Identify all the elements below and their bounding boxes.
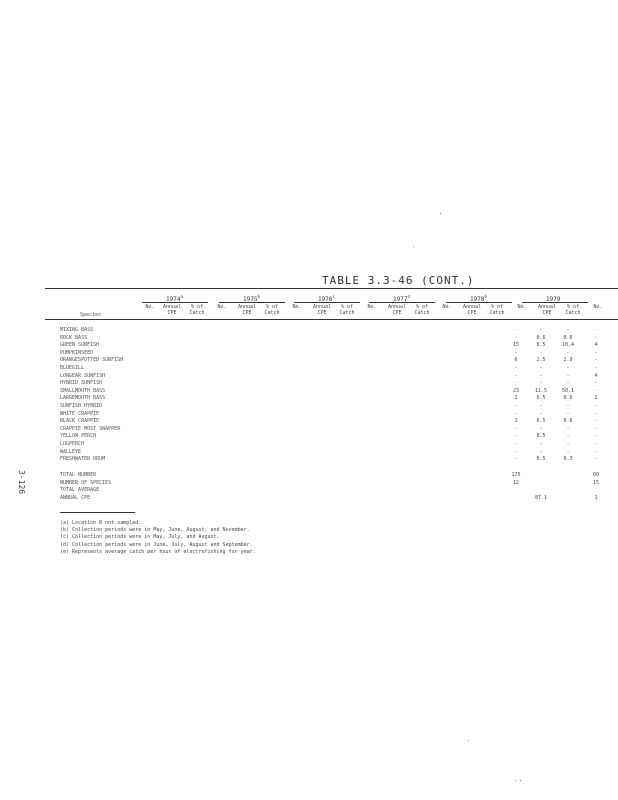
- year-label: 1978: [470, 296, 485, 303]
- footnote: (d) Collection periods were in June, July, August and September.: [60, 541, 253, 548]
- column-header-bottom: No.: [593, 304, 603, 310]
- year-footnote-mark: d: [407, 294, 410, 299]
- species-name: TOTAL AVERAGE: [60, 487, 100, 494]
- table-cell: -: [566, 410, 570, 417]
- table-cell: -: [594, 387, 598, 394]
- table-cell: -: [514, 403, 518, 409]
- table-cell: -: [594, 403, 598, 409]
- column-header-top: % of: [265, 304, 279, 310]
- table-cell: 0.5: [536, 418, 546, 425]
- table-cell: 0.5: [536, 456, 546, 463]
- footnote: (a) Location 8 not sampled.: [60, 520, 142, 526]
- column-header: [333, 304, 361, 316]
- table-cell: -: [514, 380, 518, 387]
- scan-speck: [440, 213, 441, 214]
- year-label: 1976: [318, 296, 333, 303]
- table-cell: -: [539, 349, 543, 356]
- table-cell: -: [539, 425, 543, 432]
- year-label: 1974: [166, 296, 181, 303]
- table-cell: -: [594, 357, 598, 364]
- species-name: ORANGESPOTTED SUNFISH: [60, 357, 124, 364]
- table-cell: 0.6: [563, 418, 573, 425]
- column-header: [408, 304, 436, 316]
- column-header-bottom: No.: [517, 304, 527, 310]
- table-cell: 4: [594, 372, 598, 379]
- year-group-rule: [294, 302, 360, 303]
- table-cell: -: [539, 441, 543, 447]
- scan-speck: [520, 780, 521, 781]
- table-cell: -: [566, 349, 570, 356]
- species-name: ROCK BASS: [60, 334, 88, 341]
- header-bottom-rule: [45, 319, 618, 320]
- column-header: [584, 304, 612, 310]
- column-header-bottom: Catch: [414, 310, 430, 316]
- column-header-bottom: Catch: [339, 310, 355, 316]
- table-cell: 0.6: [563, 334, 573, 341]
- column-header-top: % of: [566, 304, 580, 310]
- column-header-bottom: CPE: [317, 310, 327, 316]
- column-header: [183, 304, 211, 316]
- table-cell: -: [594, 410, 598, 417]
- footnote-rule: [60, 512, 135, 513]
- table-cell: -: [514, 334, 518, 341]
- table-cell: -: [594, 418, 598, 425]
- column-header-top: % of: [415, 304, 429, 310]
- table-cell: 11.5: [534, 387, 548, 394]
- table-cell: 1: [594, 494, 598, 501]
- species-name: PUMPKINSEED: [60, 349, 94, 356]
- column-header-bottom: No.: [292, 304, 302, 310]
- column-header: [383, 304, 411, 316]
- table-cell: 6: [514, 357, 518, 364]
- column-header-top: % of: [190, 304, 204, 310]
- table-cell: -: [594, 433, 598, 440]
- year-label: 1979: [546, 296, 561, 303]
- table-cell: -: [594, 425, 598, 432]
- table-cell: -: [514, 441, 518, 447]
- table-cell: -: [594, 448, 598, 455]
- year-footnote-mark: a: [180, 294, 183, 299]
- table-cell: 2.9: [563, 357, 573, 364]
- table-cell: -: [566, 441, 570, 447]
- table-cell: 1: [514, 418, 518, 425]
- column-header-top: Annual: [312, 304, 332, 310]
- column-header: [283, 304, 311, 310]
- year-group-rule: [446, 302, 512, 303]
- page-number: 3-126: [17, 470, 26, 495]
- species-name: BLUEGILL: [60, 365, 85, 371]
- column-header: [533, 304, 561, 316]
- table-cell: -: [539, 403, 543, 409]
- table-cell: -: [594, 456, 598, 463]
- column-header: [158, 304, 186, 316]
- column-header: [433, 304, 461, 310]
- year-footnote-mark: b: [257, 294, 260, 299]
- species-name: TOTAL NUMBER: [60, 472, 97, 478]
- year-label: 1975: [243, 296, 258, 303]
- species-name: LARGEMOUTH BASS: [60, 395, 106, 402]
- species-name: HYBRID SUNFISH: [60, 380, 103, 387]
- column-header: [508, 304, 536, 310]
- scan-speck: [413, 246, 414, 247]
- column-header: [458, 304, 486, 316]
- table-cell: -: [539, 365, 543, 371]
- species-name: LONGEAR SUNFISH: [60, 372, 106, 379]
- table-cell: 2: [594, 395, 598, 402]
- year-group-rule: [522, 302, 588, 303]
- table-cell: -: [514, 456, 518, 463]
- table-cell: 0.3: [563, 456, 573, 463]
- table-cell: -: [514, 349, 518, 356]
- table-title: TABLE 3.3-46 (CONT.): [322, 274, 475, 287]
- table-cell: -: [514, 433, 518, 440]
- column-header: [483, 304, 511, 316]
- table-cell: 87.1: [534, 494, 548, 501]
- table-cell: 12: [512, 479, 520, 486]
- column-header-bottom: CPE: [242, 310, 252, 316]
- year-footnote-mark: b: [484, 294, 487, 299]
- species-name: MIXING BASS: [60, 327, 94, 333]
- table-cell: -: [514, 410, 518, 417]
- table-cell: -: [566, 425, 570, 432]
- species-name: WALLEYE: [60, 448, 82, 455]
- table-cell: -: [539, 410, 543, 417]
- column-header-bottom: Catch: [489, 310, 505, 316]
- species-name: YELLOW PERCH: [60, 433, 97, 440]
- table-cell: -: [566, 380, 570, 387]
- column-header-bottom: Catch: [264, 310, 280, 316]
- table-cell: -: [566, 372, 570, 379]
- table-cell: 0.6: [536, 334, 546, 341]
- scan-speck: [468, 740, 469, 741]
- table-cell: -: [539, 327, 543, 333]
- table-cell: -: [514, 372, 518, 379]
- table-cell: 175: [511, 472, 521, 478]
- table-cell: -: [539, 448, 543, 455]
- table-cell: -: [594, 334, 598, 341]
- year-footnote-mark: c: [332, 294, 335, 299]
- table-cell: 6.5: [536, 342, 546, 349]
- species-name: WHITE CRAPPIE: [60, 410, 100, 417]
- species-name: LOGPERCH: [60, 441, 85, 447]
- table-cell: -: [514, 425, 518, 432]
- table-cell: 23: [512, 387, 520, 394]
- table-cell: 15: [512, 342, 520, 349]
- table-cell: 15: [592, 479, 600, 486]
- table-cell: -: [594, 380, 598, 387]
- table-cell: -: [566, 365, 570, 371]
- table-cell: -: [566, 448, 570, 455]
- column-header-top: Annual: [537, 304, 557, 310]
- species-name: FRESHWATER DRUM: [60, 456, 106, 463]
- species-name: GREEN SUNFISH: [60, 342, 100, 349]
- table-cell: 0.6: [563, 395, 573, 402]
- scan-speck: [515, 780, 516, 781]
- column-header-bottom: No.: [217, 304, 227, 310]
- column-header-bottom: No.: [367, 304, 377, 310]
- table-cell: 50.1: [561, 387, 575, 394]
- column-header-bottom: Catch: [565, 310, 581, 316]
- table-cell: 2.5: [536, 357, 546, 364]
- species-name: CRAPPIE MOST SNAPPER: [60, 425, 121, 432]
- table-cell: 10.4: [561, 342, 575, 349]
- year-group-rule: [219, 302, 285, 303]
- year-label: 1977: [393, 296, 408, 303]
- column-header-top: % of: [340, 304, 354, 310]
- column-header-bottom: Catch: [189, 310, 205, 316]
- column-header-bottom: No.: [145, 304, 155, 310]
- column-header-bottom: CPE: [167, 310, 177, 316]
- footnote: (e) Represents average catch per hour of electrofishing for year.: [60, 548, 256, 555]
- column-header-top: Annual: [237, 304, 257, 310]
- species-name: NUMBER OF SPECIES: [60, 479, 112, 486]
- column-header-bottom: CPE: [542, 310, 552, 316]
- header-top-rule: [45, 288, 618, 289]
- table-cell: -: [594, 365, 598, 371]
- table-cell: 0.5: [536, 395, 546, 402]
- column-header: [208, 304, 236, 310]
- column-header-bottom: CPE: [467, 310, 477, 316]
- year-group-rule: [369, 302, 435, 303]
- species-column-header: Species: [80, 312, 102, 318]
- species-name: SUNFISH HYBRID: [60, 403, 103, 409]
- species-name: ANNUAL CPE: [60, 494, 91, 501]
- column-header: [308, 304, 336, 316]
- table-cell: -: [594, 327, 598, 333]
- table-cell: 0.5: [536, 433, 546, 440]
- table-cell: 1: [514, 395, 518, 402]
- column-header-top: Annual: [387, 304, 407, 310]
- year-group-rule: [142, 302, 208, 303]
- column-header-bottom: No.: [442, 304, 452, 310]
- footnote: (c) Collection periods were in May, July, and August.: [60, 534, 220, 541]
- footnote: (b) Collection periods were in May, June, August, and November.: [60, 527, 250, 534]
- table-cell: -: [539, 372, 543, 379]
- table-cell: 60: [592, 472, 600, 478]
- column-header-top: Annual: [462, 304, 482, 310]
- column-header-bottom: CPE: [392, 310, 402, 316]
- column-header: [233, 304, 261, 316]
- table-cell: -: [514, 365, 518, 371]
- table-cell: -: [594, 441, 598, 447]
- table-cell: -: [514, 448, 518, 455]
- column-header-top: % of: [490, 304, 504, 310]
- table-cell: 4: [594, 342, 598, 349]
- table-cell: -: [566, 327, 570, 333]
- table-cell: -: [566, 403, 570, 409]
- table-cell: -: [566, 433, 570, 440]
- column-header: [358, 304, 386, 310]
- column-header-top: Annual: [162, 304, 182, 310]
- column-header: [559, 304, 587, 316]
- column-header: [258, 304, 286, 316]
- species-name: SMALLMOUTH BASS: [60, 387, 106, 394]
- table-cell: -: [594, 349, 598, 356]
- table-cell: -: [514, 327, 518, 333]
- species-name: BLACK CRAPPIE: [60, 418, 100, 425]
- table-cell: -: [539, 380, 543, 387]
